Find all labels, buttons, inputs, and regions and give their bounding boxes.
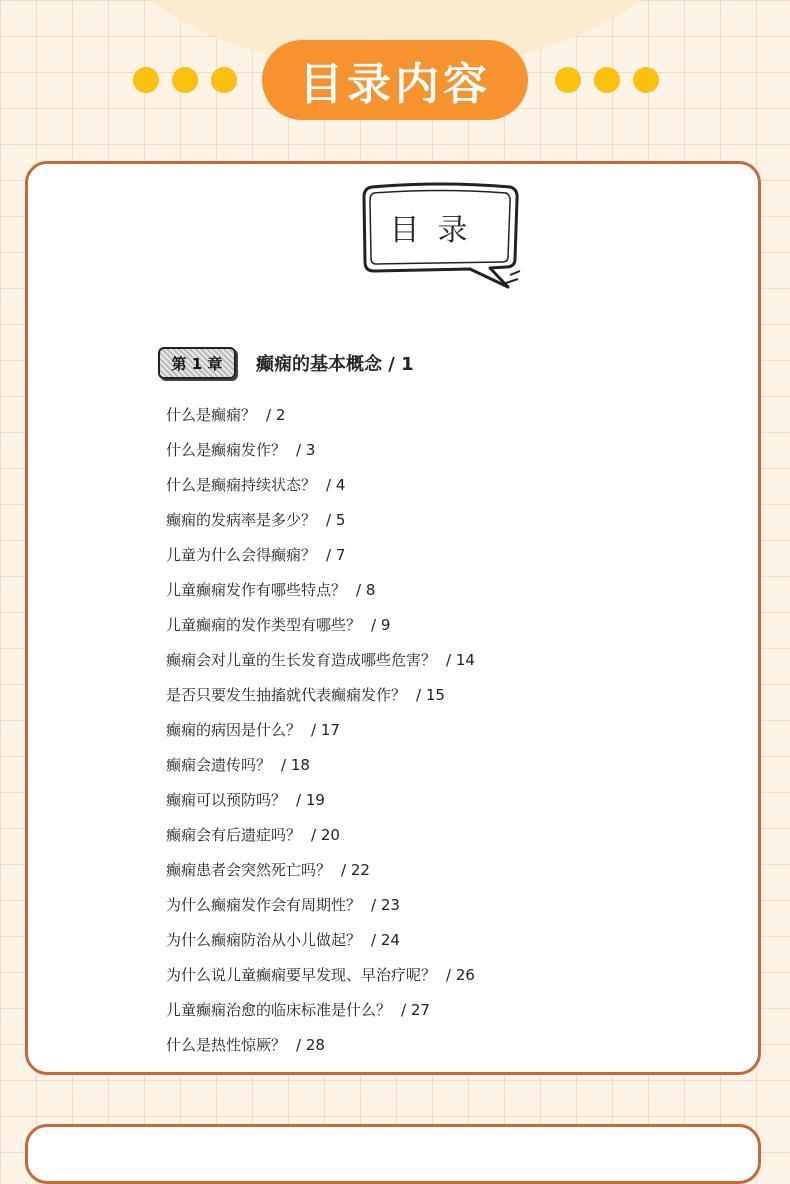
- item-text: 什么是热性惊厥？: [166, 1036, 287, 1054]
- item-page: / 9: [371, 616, 391, 634]
- list-item: [166, 818, 475, 853]
- item-text: 癫痫会有后遗症吗？: [166, 826, 302, 844]
- dot: [555, 67, 581, 93]
- dot: [133, 67, 159, 93]
- list-item: [166, 783, 475, 818]
- item-page: / 7: [326, 546, 346, 564]
- list-item: [166, 398, 475, 433]
- dots-decoration-left: [133, 67, 237, 93]
- item-page: / 17: [311, 721, 340, 739]
- item-text: 儿童癫痫治愈的临床标准是什么？: [166, 1001, 392, 1019]
- item-page: / 22: [341, 861, 370, 879]
- item-page: / 27: [401, 1001, 430, 1019]
- list-item: [166, 748, 475, 783]
- list-item: [166, 608, 475, 643]
- item-text: 儿童为什么会得癫痫？: [166, 546, 317, 564]
- list-item: [166, 923, 475, 958]
- page-title-pill: [262, 40, 528, 120]
- list-item: [166, 643, 475, 678]
- item-text: 儿童癫痫的发作类型有哪些？: [166, 616, 362, 634]
- item-page: / 28: [296, 1036, 325, 1054]
- list-item: [166, 538, 475, 573]
- chapter-heading: [158, 347, 414, 379]
- item-page: / 24: [371, 931, 400, 949]
- chapter-title: 癫痫的基本概念 / 1: [256, 354, 414, 375]
- item-text: 儿童癫痫发作有哪些特点？: [166, 581, 347, 599]
- item-text: 为什么癫痫防治从小儿做起？: [166, 931, 362, 949]
- chapter-badge: [158, 347, 236, 379]
- dot: [211, 67, 237, 93]
- item-text: 什么是癫痫持续状态？: [166, 476, 317, 494]
- toc-list: [166, 398, 475, 1063]
- item-text: 癫痫的病因是什么？: [166, 721, 302, 739]
- item-page: / 19: [296, 791, 325, 809]
- dot: [633, 67, 659, 93]
- page-title: 目录内容: [299, 59, 491, 110]
- list-item: [166, 993, 475, 1028]
- item-text: 是否只要发生抽搐就代表癫痫发作？: [166, 686, 407, 704]
- item-page: / 8: [356, 581, 376, 599]
- speech-bubble-icon: [360, 179, 525, 294]
- item-page: / 5: [326, 511, 346, 529]
- list-item: [166, 503, 475, 538]
- item-text: 癫痫患者会突然死亡吗？: [166, 861, 332, 879]
- bubble-title: 目录: [389, 213, 486, 248]
- item-text: 癫痫会遗传吗？: [166, 756, 272, 774]
- item-text: 癫痫会对儿童的生长发育造成哪些危害？: [166, 651, 437, 669]
- item-page: / 15: [416, 686, 445, 704]
- item-text: 癫痫可以预防吗？: [166, 791, 287, 809]
- dots-decoration-right: [555, 67, 659, 93]
- item-text: 癫痫的发病率是多少？: [166, 511, 317, 529]
- item-page: / 2: [266, 406, 286, 424]
- item-page: / 26: [446, 966, 475, 984]
- dot: [172, 67, 198, 93]
- list-item: [166, 678, 475, 713]
- list-item: [166, 573, 475, 608]
- list-item: [166, 433, 475, 468]
- list-item: [166, 888, 475, 923]
- toc-card: [25, 161, 761, 1075]
- item-page: / 14: [446, 651, 475, 669]
- list-item: [166, 958, 475, 993]
- list-item: [166, 853, 475, 888]
- item-page: / 20: [311, 826, 340, 844]
- list-item: [166, 713, 475, 748]
- item-text: 什么是癫痫？: [166, 406, 257, 424]
- item-text: 为什么说儿童癫痫要早发现、早治疗呢？: [166, 966, 437, 984]
- item-page: / 3: [296, 441, 316, 459]
- chapter-badge-label: 第 1 章: [171, 354, 223, 373]
- next-card-partial: [25, 1124, 761, 1184]
- dot: [594, 67, 620, 93]
- list-item: [166, 1028, 475, 1063]
- list-item: [166, 468, 475, 503]
- item-text: 为什么癫痫发作会有周期性？: [166, 896, 362, 914]
- item-text: 什么是癫痫发作？: [166, 441, 287, 459]
- item-page: / 4: [326, 476, 346, 494]
- item-page: / 23: [371, 896, 400, 914]
- item-page: / 18: [281, 756, 310, 774]
